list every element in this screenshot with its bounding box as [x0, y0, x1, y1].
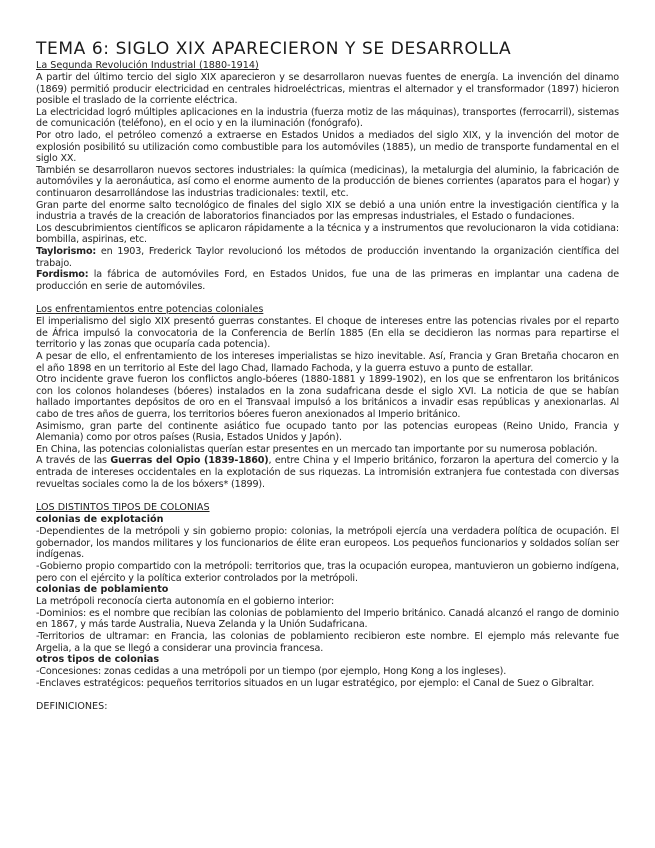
document-title: TEMA 6: SIGLO XIX APARECIERON Y SE DESARROLLA [36, 39, 512, 59]
paragraph: Asimismo, gran parte del continente asiático fue ocupado tanto por las potencias europeas (Reino Unido, Francia y Alemania) como por otros países (Rusia, Estados Unidos y Japón). [36, 420, 619, 444]
opio-paragraph [36, 455, 619, 490]
paragraph: A partir del último tercio del siglo XIX aparecieron y se desarrollaron nuevas fuentes de energía. La invención del dinamo (1869) permitió producir electricidad en centrales hidroeléctricas, mientras el alternador y el transformador (1897) hicieron posible el traslado de la corriente eléctrica. [36, 72, 619, 107]
opio-before: A través de las [36, 455, 111, 467]
opio-after: , entre China y el Imperio británico, forzaron la apertura del comercio y la entrada de intereses occidentales en la explotación de sus riquezas. La intromisión extranjera fue contestada con diversas revueltas sociales como la de los bóxers* (1899). [36, 455, 619, 490]
fordismo-paragraph [36, 269, 619, 292]
section-segunda-revolucion [36, 60, 619, 292]
spacer [36, 689, 619, 701]
taylorismo-term: Taylorismo: [36, 245, 97, 257]
paragraph: También se desarrollaron nuevos sectores industriales: la química (medicinas), la metalurgia del aluminio, la fabricación de automóviles y la aeronáutica, así como el enorme aumento de la producción de bienes corrientes (aparatos para el hogar) y continuaron desarrollándose las industrias tradicionales: textil, etc. [36, 164, 619, 199]
fordismo-text: la fábrica de automóviles Ford, en Estados Unidos, fue una de las primeras en implantar una cadena de producción en serie de automóviles. [36, 269, 619, 292]
definiciones-heading: DEFINICIONES: [36, 701, 108, 713]
paragraph: La electricidad logró múltiples aplicaciones en la industria (fuerza motiz de las máquinas), transportes (ferrocarril), sistemas de comunicación (teléfono), en el ocio y en la iluminación (fonógrafo). [36, 106, 619, 130]
paragraph: A pesar de ello, el enfrentamiento de los intereses imperialistas se hizo inevitable. Así, Francia y Gran Bretaña chocaron en el año 1898 en un territorio al Este del lago Chad, llamado Fachoda, y la guerra estuvo a punto de estallar. [36, 351, 619, 374]
subheading-poblamiento: colonias de poblamiento [36, 584, 169, 596]
section-enfrentamientos [36, 304, 619, 490]
taylorismo-paragraph [36, 246, 619, 269]
subheading-otros: otros tipos de colonias [36, 654, 160, 666]
paragraph: Otro incidente grave fueron los conflictos anglo-bóeres (1880-1881 y 1899-1902), en los que se enfrentaron los británicos con los colonos holandeses (bóeres) instalados en la zona sudafricana desde el siglo XVI. La noticia de que se habían hallado importantes depósitos de oro en el Transvaal impulsó a los británicos a invadir esas repúblicas y anexionarlas. Al cabo de tres años de guerra, los territorios bóeres fueron anexionados al Imperio británico. [36, 374, 619, 421]
opio-term: Guerras del Opio (1839-1860) [110, 455, 269, 467]
section-heading: La Segunda Revolución Industrial (1880-1914) [36, 60, 259, 71]
list-item: La metrópoli reconocía cierta autonomía en el gobierno interior: [36, 596, 335, 608]
taylorismo-text: en 1903, Frederick Taylor revolucionó los métodos de producción inventando la organización científica del trabajo. [36, 245, 619, 269]
section-heading: LOS DISTINTOS TIPOS DE COLONIAS [36, 502, 210, 514]
subheading-explotacion: colonias de explotación [36, 514, 164, 526]
list-item: -Dominios: es el nombre que recibían las colonias de poblamiento del Imperio británico. Canadá alcanzó el rango de dominio en 1867, y más tarde Australia, Nueva Zelanda y la Unión Sudafricana. [36, 607, 619, 631]
spacer [36, 292, 619, 304]
fordismo-term: Fordismo: [36, 269, 89, 281]
paragraph: El imperialismo del siglo XIX presentó guerras constantes. El choque de intereses entre las potencias rivales por el reparto de África impulsó la convocatoria de la Conferencia de Berlín 1885 (En ella se decidieron las normas para repartirse el territorio y las zonas que ocuparía cada potencia). [36, 316, 619, 351]
list-item: -Concesiones: zonas cedidas a una metrópoli por un tiempo (por ejemplo, Hong Kong a los ingleses). [36, 666, 507, 678]
paragraph: Gran parte del enorme salto tecnológico de finales del siglo XIX se debió a una unión entre la investigación científica y la industria a través de la creación de laboratorios financiados por las empresas industriales, el Estado o fundaciones. [36, 199, 619, 223]
list-item: -Gobierno propio compartido con la metrópoli: territorios que, tras la ocupación europea, mantuvieron un gobierno indígena, pero con el ejército y la política exterior controlados por la metrópoli. [36, 560, 619, 584]
paragraph: Los descubrimientos científicos se aplicaron rápidamente a la técnica y a instrumentos que revolucionaron la vida cotidiana: bombilla, aspirinas, etc. [36, 222, 619, 246]
section-heading: Los enfrentamientos entre potencias coloniales [36, 304, 264, 316]
section-tipos-colonias [36, 502, 619, 689]
spacer [36, 490, 619, 502]
list-item: -Dependientes de la metrópoli y sin gobierno propio: colonias, la metrópoli ejercía una verdadera política de ocupación. El gobernador, los mandos militares y los funcionarios de élite eran europeos. Los pequeños funcionarios y soldados solían ser indígenas. [36, 526, 619, 561]
paragraph: En China, las potencias colonialistas querían estar presentes en un mercado tan importante por su numerosa población. [36, 443, 598, 455]
list-item: -Territorios de ultramar: en Francia, las colonias de poblamiento recibieron este nombre. El ejemplo más relevante fue Argelia, a la que se llegó a considerar una provincia francesa. [36, 630, 619, 654]
list-item: -Enclaves estratégicos: pequeños territorios situados en un lugar estratégico, por ejemplo: el Canal de Suez o Gibraltar. [36, 677, 595, 689]
paragraph: Por otro lado, el petróleo comenzó a extraerse en Estados Unidos a mediados del siglo XIX, y la invención del motor de explosión posibilitó su utilización como combustible para los automóviles (1885), un medio de transporte fundamental en el siglo XX. [36, 129, 619, 165]
